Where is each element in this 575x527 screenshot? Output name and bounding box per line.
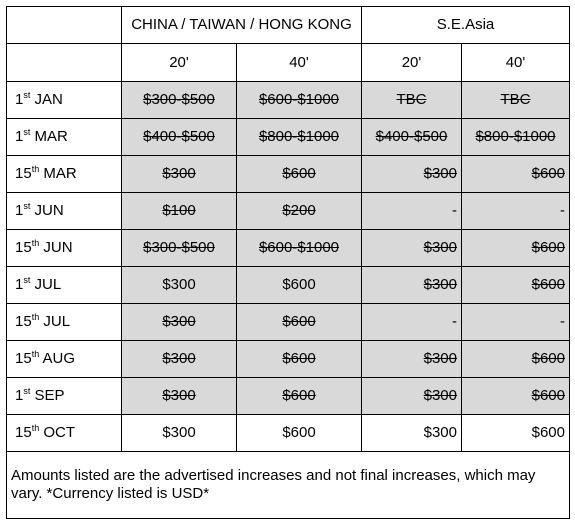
china-20ft-rate-cell	[122, 304, 237, 341]
date-day: 1	[15, 202, 24, 219]
rate-value: $600	[282, 276, 316, 293]
china-40ft-rate-cell	[237, 415, 362, 452]
date-day: 15	[15, 350, 32, 367]
date-cell	[7, 267, 122, 304]
seasia-40ft-rate-cell	[462, 415, 570, 452]
rate-table-container	[6, 6, 570, 519]
china-40ft-rate-cell	[237, 341, 362, 378]
struck-rate-value: $800-$1000	[258, 128, 340, 145]
date-day: 1	[15, 128, 24, 145]
date-ordinal-suffix: st	[23, 275, 31, 285]
china-20ft-rate-cell	[122, 156, 237, 193]
date-ordinal-suffix: st	[23, 127, 31, 137]
seasia-20ft-rate-cell	[362, 415, 462, 452]
china-40ft-rate-cell	[237, 119, 362, 156]
rate-value: -	[560, 202, 565, 219]
seasia-20ft-rate-cell	[362, 119, 462, 156]
struck-rate-value: $300	[162, 165, 196, 182]
struck-rate-value: TBC	[500, 91, 531, 108]
seasia-20ft-rate-cell	[362, 82, 462, 119]
struck-rate-value: $600	[531, 350, 565, 367]
struck-rate-value: $300	[162, 350, 196, 367]
date-month: JUN	[39, 239, 73, 256]
seasia-40ft-header: 40'	[462, 44, 570, 82]
struck-rate-value: $300-$500	[143, 91, 215, 108]
struck-rate-value: $200	[282, 202, 316, 219]
rate-value: -	[560, 313, 565, 330]
struck-rate-value: $600	[282, 313, 316, 330]
header-row-sizes	[7, 44, 570, 82]
date-ordinal-suffix: st	[23, 90, 31, 100]
table-row	[7, 378, 570, 415]
date-day: 15	[15, 313, 32, 330]
date-cell	[7, 156, 122, 193]
struck-rate-value: $300	[162, 387, 196, 404]
table-row	[7, 304, 570, 341]
seasia-40ft-rate-cell	[462, 119, 570, 156]
china-20ft-rate-cell	[122, 378, 237, 415]
seasia-40ft-rate-cell	[462, 193, 570, 230]
seasia-40ft-rate-cell	[462, 230, 570, 267]
date-cell	[7, 341, 122, 378]
china-40ft-header: 40'	[237, 44, 362, 82]
date-ordinal-suffix: th	[31, 164, 40, 174]
china-20ft-rate-cell	[122, 193, 237, 230]
date-ordinal-suffix: th	[31, 349, 40, 359]
date-month: JAN	[30, 91, 63, 108]
date-cell	[7, 82, 122, 119]
date-month: MAR	[30, 128, 68, 145]
table-row	[7, 341, 570, 378]
seasia-20ft-header: 20'	[362, 44, 462, 82]
china-40ft-rate-cell	[237, 193, 362, 230]
struck-rate-value: $300	[423, 387, 457, 404]
struck-rate-value: $400-$500	[375, 128, 448, 145]
struck-rate-value: $100	[162, 202, 196, 219]
seasia-20ft-rate-cell	[362, 156, 462, 193]
date-month: JUL	[30, 276, 62, 293]
table-row	[7, 156, 570, 193]
date-day: 15	[15, 424, 32, 441]
date-cell	[7, 230, 122, 267]
table-row	[7, 415, 570, 452]
seasia-20ft-rate-cell	[362, 230, 462, 267]
rate-value: $300	[423, 424, 457, 441]
china-20ft-rate-cell	[122, 82, 237, 119]
china-20ft-rate-cell	[122, 119, 237, 156]
date-month: MAR	[39, 165, 77, 182]
date-cell	[7, 378, 122, 415]
date-month: AUG	[39, 350, 76, 367]
table-row	[7, 119, 570, 156]
seasia-40ft-rate-cell	[462, 156, 570, 193]
struck-rate-value: $600-$1000	[258, 239, 340, 256]
rate-value: $600	[282, 424, 316, 441]
date-ordinal-suffix: th	[31, 423, 40, 433]
date-cell	[7, 119, 122, 156]
date-day: 1	[15, 387, 24, 404]
seasia-20ft-rate-cell	[362, 193, 462, 230]
struck-rate-value: $300	[162, 313, 196, 330]
seasia-40ft-rate-cell	[462, 304, 570, 341]
struck-rate-value: $600	[531, 239, 565, 256]
seasia-20ft-rate-cell	[362, 341, 462, 378]
china-40ft-rate-cell	[237, 230, 362, 267]
date-ordinal-suffix: th	[31, 238, 40, 248]
china-20ft-rate-cell	[122, 415, 237, 452]
struck-rate-value: $600	[282, 387, 316, 404]
china-20ft-rate-cell	[122, 341, 237, 378]
date-cell	[7, 415, 122, 452]
table-row	[7, 267, 570, 304]
struck-rate-value: TBC	[396, 91, 427, 108]
china-40ft-rate-cell	[237, 267, 362, 304]
rate-value: $600	[531, 424, 565, 441]
date-ordinal-suffix: th	[31, 312, 40, 322]
seasia-40ft-rate-cell	[462, 341, 570, 378]
china-40ft-rate-cell	[237, 378, 362, 415]
date-cell	[7, 193, 122, 230]
china-40ft-rate-cell	[237, 304, 362, 341]
region-seasia-header: S.E.Asia	[362, 7, 570, 44]
corner-cell	[7, 44, 122, 82]
date-ordinal-suffix: st	[23, 386, 31, 396]
date-month: JUL	[39, 313, 71, 330]
rate-value: -	[452, 202, 457, 219]
table-row	[7, 193, 570, 230]
china-20ft-header: 20'	[122, 44, 237, 82]
seasia-20ft-rate-cell	[362, 304, 462, 341]
region-china-header: CHINA / TAIWAN / HONG KONG	[122, 7, 362, 44]
footnote-row	[7, 452, 570, 519]
rate-value: -	[452, 313, 457, 330]
date-ordinal-suffix: st	[23, 201, 31, 211]
seasia-40ft-rate-cell	[462, 378, 570, 415]
date-day: 15	[15, 165, 32, 182]
rate-value: $300	[162, 276, 196, 293]
rate-increase-table	[6, 6, 570, 519]
china-20ft-rate-cell	[122, 230, 237, 267]
struck-rate-value: $800-$1000	[475, 128, 556, 145]
struck-rate-value: $600	[282, 350, 316, 367]
struck-rate-value: $300-$500	[143, 239, 215, 256]
date-month: SEP	[30, 387, 65, 404]
china-40ft-rate-cell	[237, 156, 362, 193]
date-day: 1	[15, 276, 24, 293]
date-month: OCT	[39, 424, 76, 441]
date-cell	[7, 304, 122, 341]
china-20ft-rate-cell	[122, 267, 237, 304]
struck-rate-value: $600	[531, 276, 565, 293]
corner-cell	[7, 7, 122, 44]
date-month: JUN	[30, 202, 64, 219]
date-day: 1	[15, 91, 24, 108]
struck-rate-value: $600	[531, 387, 565, 404]
struck-rate-value: $300	[423, 276, 457, 293]
struck-rate-value: $300	[423, 239, 457, 256]
table-row	[7, 82, 570, 119]
struck-rate-value: $600	[282, 165, 316, 182]
struck-rate-value: $400-$500	[143, 128, 215, 145]
seasia-20ft-rate-cell	[362, 378, 462, 415]
header-row-regions	[7, 7, 570, 44]
seasia-20ft-rate-cell	[362, 267, 462, 304]
struck-rate-value: $300	[423, 165, 457, 182]
china-40ft-rate-cell	[237, 82, 362, 119]
struck-rate-value: $600	[531, 165, 565, 182]
table-row	[7, 230, 570, 267]
seasia-40ft-rate-cell	[462, 82, 570, 119]
struck-rate-value: $300	[423, 350, 457, 367]
seasia-40ft-rate-cell	[462, 267, 570, 304]
struck-rate-value: $600-$1000	[258, 91, 340, 108]
rate-value: $300	[162, 424, 196, 441]
footnote: Amounts listed are the advertised increases and not final increases, which may vary. *Currency listed is USD*	[7, 452, 570, 519]
date-day: 15	[15, 239, 32, 256]
